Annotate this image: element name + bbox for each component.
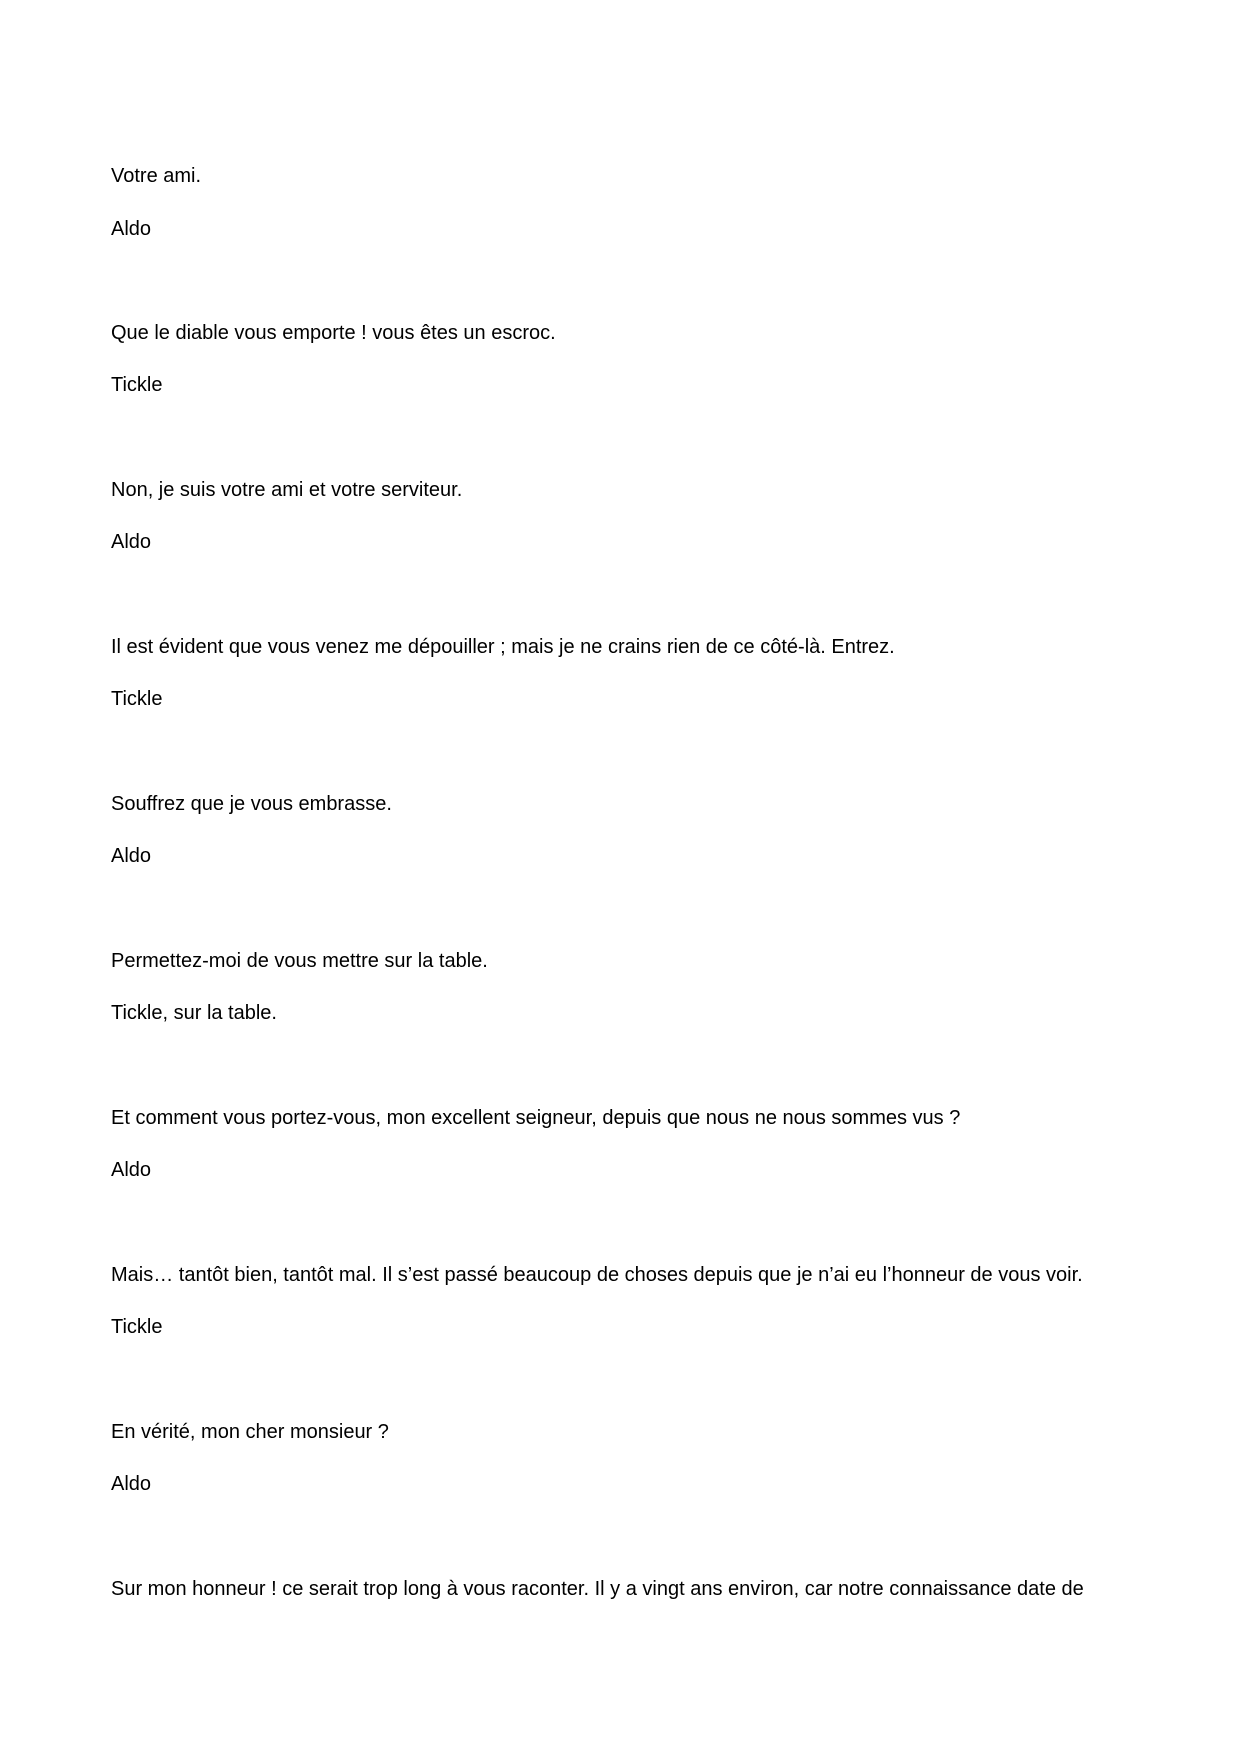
speaker-name: Tickle, sur la table. xyxy=(111,1002,277,1024)
dialogue-line: Votre ami. xyxy=(111,165,202,187)
speaker-name: Tickle xyxy=(111,374,163,396)
dialogue-line: En vérité, mon cher monsieur ? xyxy=(111,1421,389,1443)
speaker-name: Aldo xyxy=(111,845,152,867)
speaker-name: Aldo xyxy=(111,1159,152,1181)
dialogue-line: Permettez-moi de vous mettre sur la table. xyxy=(111,950,488,972)
speaker-name: Tickle xyxy=(111,688,163,710)
dialogue-line: Sur mon honneur ! ce serait trop long à vous raconter. Il y a vingt ans environ, car notre connaissance date de xyxy=(111,1578,1084,1600)
speaker-name: Aldo xyxy=(111,218,152,240)
dialogue-line: Et comment vous portez-vous, mon excellent seigneur, depuis que nous ne nous sommes vus ? xyxy=(111,1107,961,1129)
speaker-name: Aldo xyxy=(111,1473,152,1495)
speaker-name: Tickle xyxy=(111,1316,163,1338)
dialogue-line: Mais… tantôt bien, tantôt mal. Il s’est passé beaucoup de choses depuis que je n’ai eu l’honneur de vous voir. xyxy=(111,1264,1083,1286)
dialogue-line: Souffrez que je vous embrasse. xyxy=(111,793,392,815)
speaker-name: Aldo xyxy=(111,531,152,553)
dialogue-line: Que le diable vous emporte ! vous êtes un escroc. xyxy=(111,322,556,344)
dialogue-line: Il est évident que vous venez me dépouiller ; mais je ne crains rien de ce côté-là. Entrez. xyxy=(111,636,895,658)
dialogue-line: Non, je suis votre ami et votre serviteur. xyxy=(111,479,463,501)
